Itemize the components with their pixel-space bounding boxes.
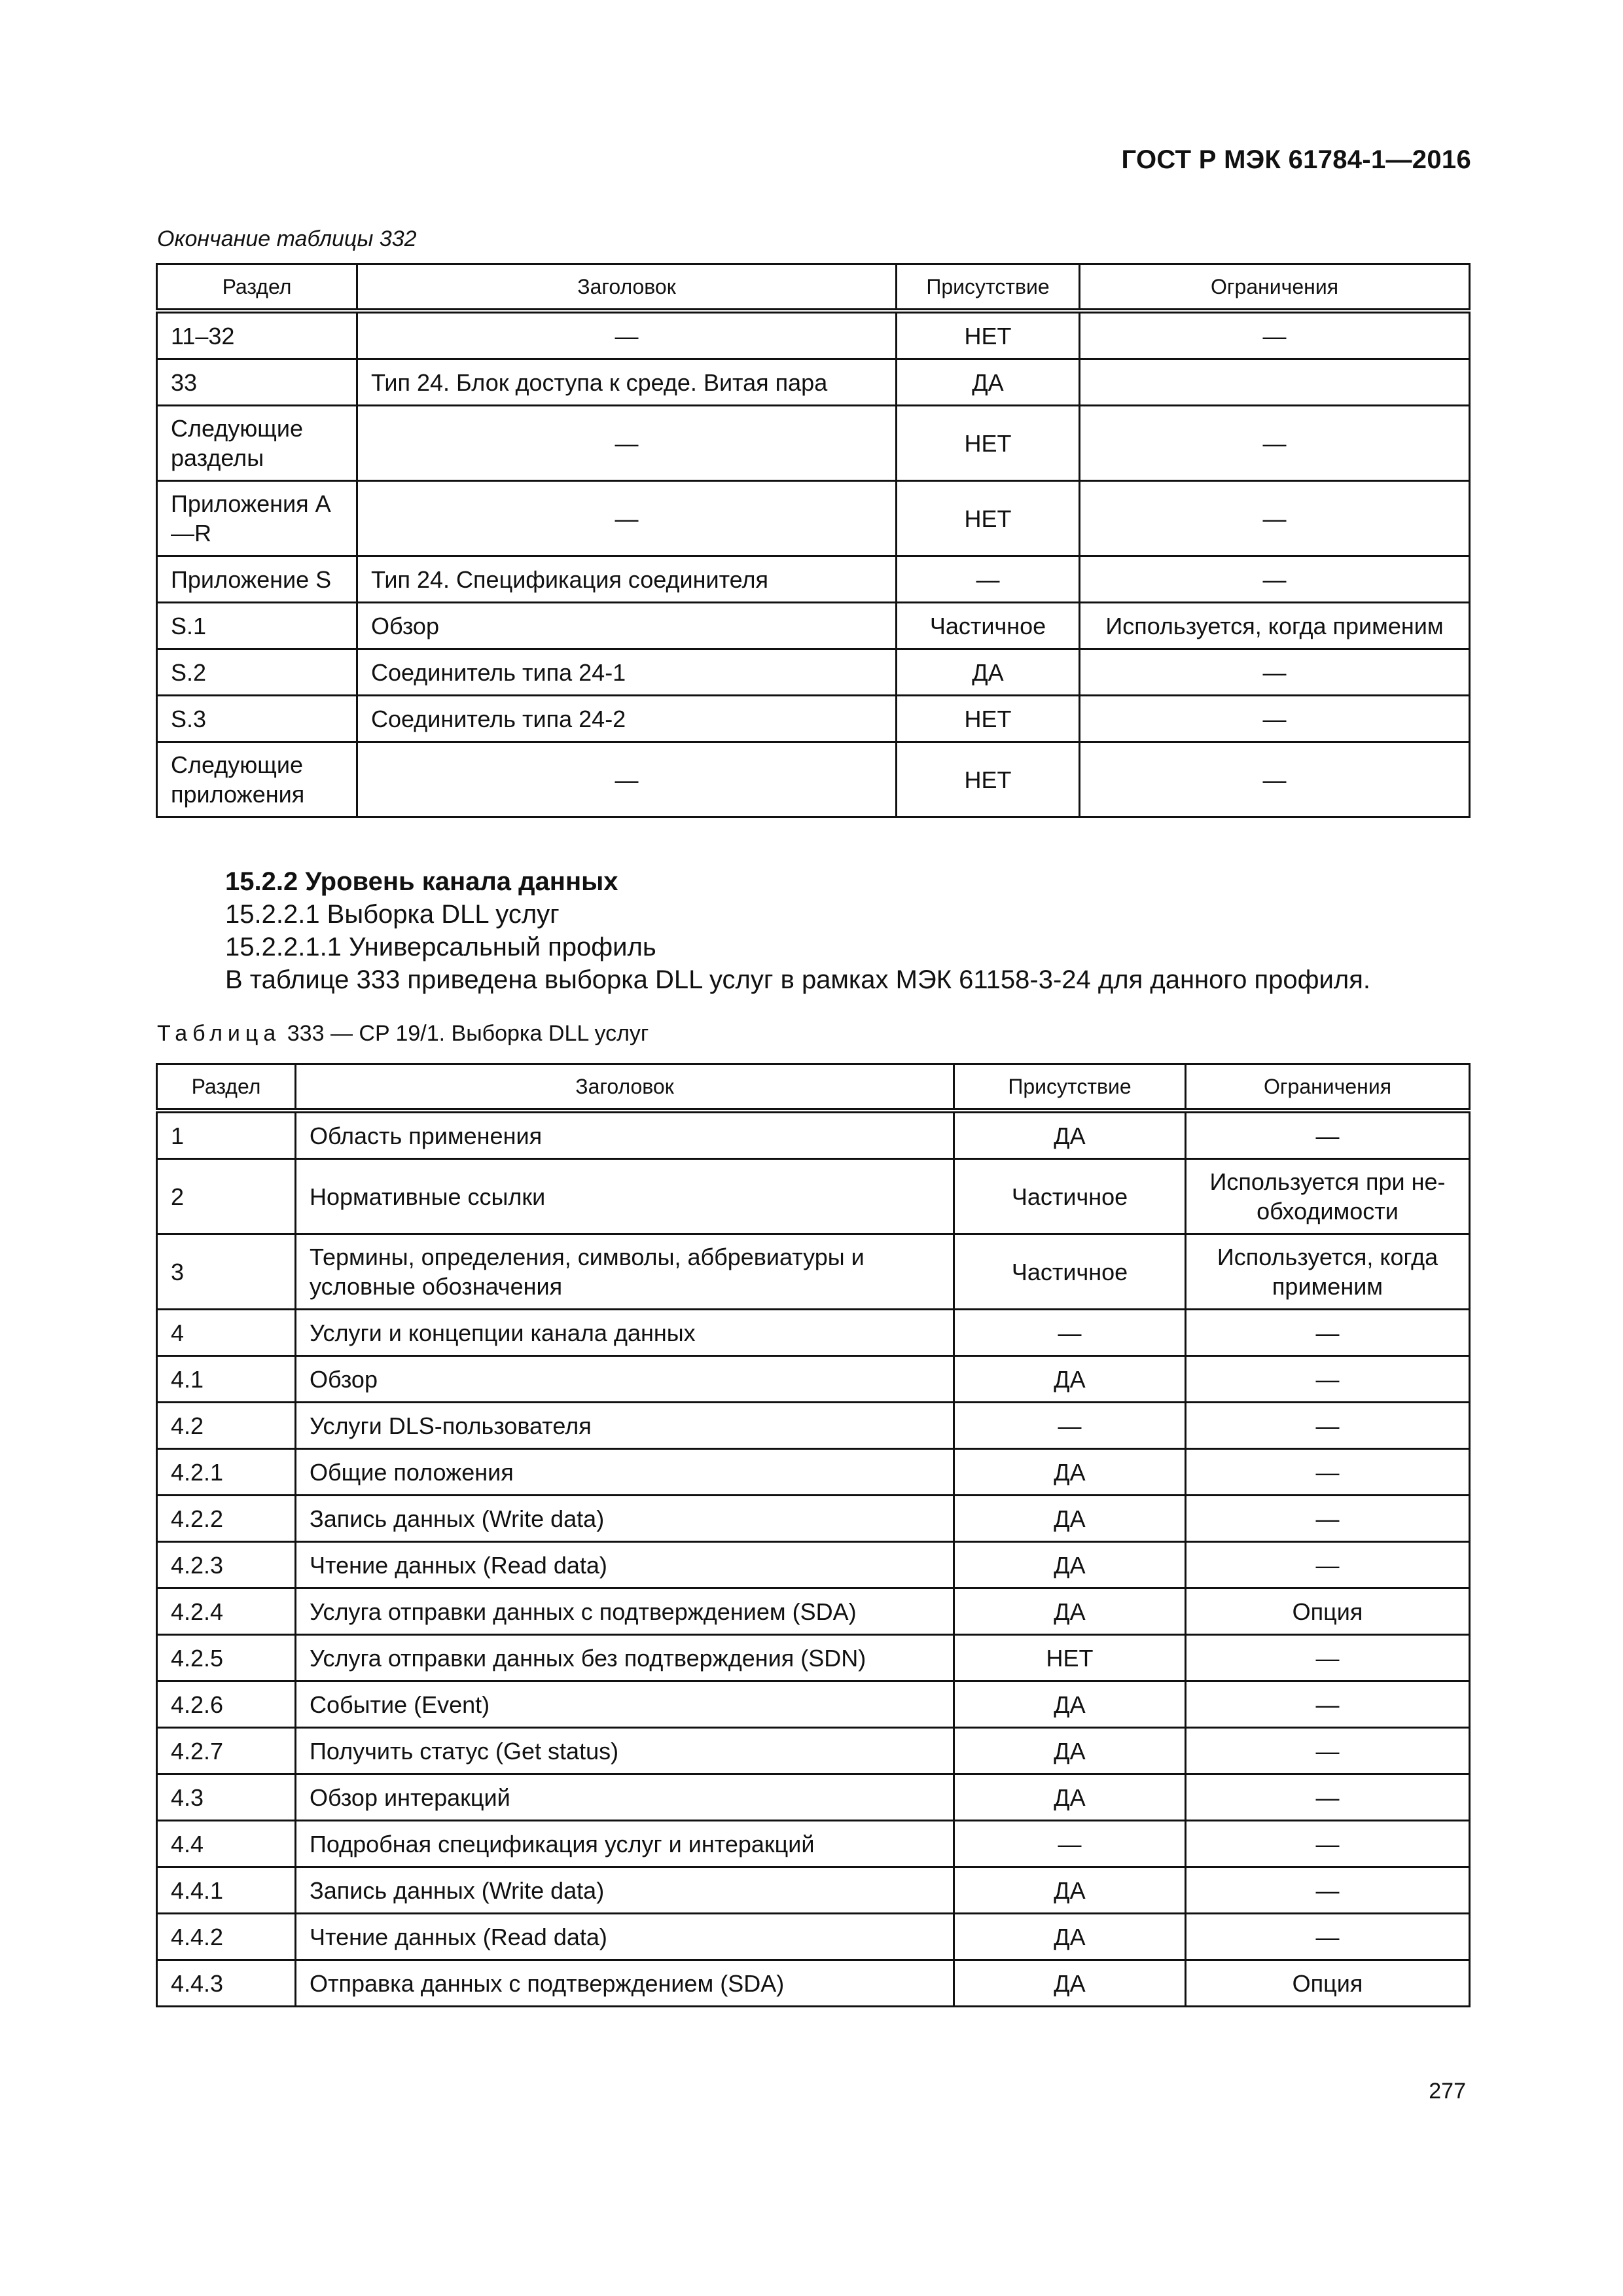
table-row xyxy=(157,1496,1470,1542)
cell-presence: Частичное xyxy=(954,1234,1186,1310)
cell-restrictions: — xyxy=(1080,649,1470,696)
cell-title: Соединитель типа 24-1 xyxy=(357,649,897,696)
cell-title: Подробная спецификация услуг и интеракций xyxy=(296,1821,954,1867)
table-row xyxy=(157,696,1470,742)
cell-presence: ДА xyxy=(954,1960,1186,2007)
table-caption-label: Таблица xyxy=(157,1021,281,1046)
cell-restrictions: — xyxy=(1080,311,1470,359)
table-row xyxy=(157,1588,1470,1635)
cell-section: 4.3 xyxy=(157,1774,296,1821)
table-row xyxy=(157,1403,1470,1449)
cell-restrictions: — xyxy=(1080,696,1470,742)
table-row xyxy=(157,1867,1470,1914)
cell-title: Событие (Event) xyxy=(296,1681,954,1728)
column-header-section: Раздел xyxy=(157,264,357,312)
cell-section: 1 xyxy=(157,1111,296,1159)
cell-title: Услуги и концепции канала данных xyxy=(296,1310,954,1356)
cell-title: Услуга отправки данных без подтверждения (SDN) xyxy=(296,1635,954,1681)
cell-presence: ДА xyxy=(954,1449,1186,1496)
column-header-restrictions: Ограничения xyxy=(1080,264,1470,312)
cell-section: 4.2.7 xyxy=(157,1728,296,1774)
table-row xyxy=(157,1681,1470,1728)
cell-title: Запись данных (Write data) xyxy=(296,1496,954,1542)
table-row xyxy=(157,1111,1470,1159)
cell-section: 4.4.2 xyxy=(157,1914,296,1960)
table-row xyxy=(157,406,1470,481)
cell-restrictions xyxy=(1080,359,1470,406)
heading-15-2-2-1: 15.2.2.1 Выборка DLL услуг xyxy=(225,900,560,929)
cell-presence: НЕТ xyxy=(954,1635,1186,1681)
cell-presence: Частичное xyxy=(897,603,1080,649)
cell-presence: ДА xyxy=(954,1496,1186,1542)
table-row xyxy=(157,603,1470,649)
cell-presence: ДА xyxy=(954,1728,1186,1774)
cell-restrictions: — xyxy=(1080,481,1470,556)
table-row xyxy=(157,481,1470,556)
cell-title: Соединитель типа 24-2 xyxy=(357,696,897,742)
cell-title: Обзор xyxy=(296,1356,954,1403)
table-332 xyxy=(156,263,1471,818)
cell-presence: НЕТ xyxy=(897,742,1080,817)
cell-restrictions: Опция xyxy=(1186,1960,1470,2007)
cell-restrictions: — xyxy=(1186,1681,1470,1728)
cell-restrictions: — xyxy=(1186,1914,1470,1960)
cell-restrictions: — xyxy=(1186,1111,1470,1159)
cell-presence: ДА xyxy=(954,1356,1186,1403)
table-row xyxy=(157,1159,1470,1234)
cell-section: 2 xyxy=(157,1159,296,1234)
cell-section: 4.2.3 xyxy=(157,1542,296,1588)
cell-presence: ДА xyxy=(954,1542,1186,1588)
table-row xyxy=(157,1234,1470,1310)
table-row xyxy=(157,649,1470,696)
table-332-continuation-caption: Окончание таблицы 332 xyxy=(157,226,417,251)
cell-presence: НЕТ xyxy=(897,696,1080,742)
cell-section: 4 xyxy=(157,1310,296,1356)
cell-presence: ДА xyxy=(954,1681,1186,1728)
page-number: 277 xyxy=(1429,2079,1466,2104)
cell-title: Получить статус (Get status) xyxy=(296,1728,954,1774)
table-333 xyxy=(156,1063,1471,2007)
cell-title: — xyxy=(357,311,897,359)
table-333-caption xyxy=(157,1021,649,1047)
cell-restrictions: — xyxy=(1186,1635,1470,1681)
table-row xyxy=(157,359,1470,406)
table-header-row xyxy=(157,1064,1470,1111)
cell-section: 4.2.2 xyxy=(157,1496,296,1542)
cell-restrictions: — xyxy=(1186,1728,1470,1774)
cell-title: Область применения xyxy=(296,1111,954,1159)
table-row xyxy=(157,1635,1470,1681)
cell-section: 4.2.1 xyxy=(157,1449,296,1496)
body-paragraph: В таблице 333 приведена выборка DLL услуг в рамках МЭК 61158-3-24 для данного профиля. xyxy=(225,965,1370,994)
cell-presence: — xyxy=(954,1310,1186,1356)
cell-presence: ДА xyxy=(954,1774,1186,1821)
cell-restrictions: — xyxy=(1186,1310,1470,1356)
cell-section: 4.2.6 xyxy=(157,1681,296,1728)
cell-title: — xyxy=(357,742,897,817)
cell-section: Приложение S xyxy=(157,556,357,603)
cell-presence: НЕТ xyxy=(897,406,1080,481)
table-row xyxy=(157,1449,1470,1496)
column-header-presence: Присутствие xyxy=(897,264,1080,312)
cell-title: Обзор xyxy=(357,603,897,649)
cell-restrictions: — xyxy=(1186,1542,1470,1588)
table-row xyxy=(157,1728,1470,1774)
column-header-title: Заголовок xyxy=(357,264,897,312)
cell-section: Следующие разделы xyxy=(157,406,357,481)
table-row xyxy=(157,1914,1470,1960)
cell-section: 11–32 xyxy=(157,311,357,359)
cell-section: 4.2.4 xyxy=(157,1588,296,1635)
cell-section: 4.1 xyxy=(157,1356,296,1403)
cell-section: Следующие приложения xyxy=(157,742,357,817)
column-header-section: Раздел xyxy=(157,1064,296,1111)
cell-section: 4.4.3 xyxy=(157,1960,296,2007)
cell-section: S.3 xyxy=(157,696,357,742)
cell-presence: — xyxy=(897,556,1080,603)
cell-presence: ДА xyxy=(897,359,1080,406)
cell-title: Тип 24. Спецификация соединителя xyxy=(357,556,897,603)
cell-presence: — xyxy=(954,1821,1186,1867)
cell-title: Запись данных (Write data) xyxy=(296,1867,954,1914)
cell-restrictions: — xyxy=(1186,1449,1470,1496)
table-row xyxy=(157,1542,1470,1588)
cell-section: 4.4 xyxy=(157,1821,296,1867)
cell-restrictions: — xyxy=(1186,1496,1470,1542)
cell-title: Чтение данных (Read data) xyxy=(296,1542,954,1588)
table-row xyxy=(157,556,1470,603)
cell-restrictions: — xyxy=(1080,742,1470,817)
cell-presence: ДА xyxy=(954,1914,1186,1960)
cell-presence: Частичное xyxy=(954,1159,1186,1234)
cell-presence: НЕТ xyxy=(897,311,1080,359)
cell-presence: ДА xyxy=(954,1588,1186,1635)
cell-section: 4.2.5 xyxy=(157,1635,296,1681)
cell-title: Услуга отправки данных с подтверждением (SDA) xyxy=(296,1588,954,1635)
standard-designation: ГОСТ Р МЭК 61784-1—2016 xyxy=(1121,145,1471,174)
table-row xyxy=(157,1774,1470,1821)
cell-presence: ДА xyxy=(954,1867,1186,1914)
cell-title: Чтение данных (Read data) xyxy=(296,1914,954,1960)
cell-section: 4.2 xyxy=(157,1403,296,1449)
cell-restrictions: — xyxy=(1186,1774,1470,1821)
cell-presence: ДА xyxy=(954,1111,1186,1159)
cell-title: Нормативные ссылки xyxy=(296,1159,954,1234)
heading-15-2-2: 15.2.2 Уровень канала данных xyxy=(225,867,618,896)
table-row xyxy=(157,1960,1470,2007)
cell-title: Обзор интеракций xyxy=(296,1774,954,1821)
table-row xyxy=(157,742,1470,817)
table-row xyxy=(157,1310,1470,1356)
table-row xyxy=(157,311,1470,359)
cell-title: Термины, определения, символы, аббревиатуры и условные обозначения xyxy=(296,1234,954,1310)
cell-title: Отправка данных с подтверждением (SDA) xyxy=(296,1960,954,2007)
cell-section: 3 xyxy=(157,1234,296,1310)
cell-restrictions: — xyxy=(1080,556,1470,603)
cell-title: Тип 24. Блок доступа к среде. Витая пара xyxy=(357,359,897,406)
cell-title: Услуги DLS-пользователя xyxy=(296,1403,954,1449)
cell-section: S.1 xyxy=(157,603,357,649)
column-header-title: Заголовок xyxy=(296,1064,954,1111)
table-row xyxy=(157,1356,1470,1403)
cell-presence: — xyxy=(954,1403,1186,1449)
cell-restrictions: Используется, когда применим xyxy=(1080,603,1470,649)
heading-15-2-2-1-1: 15.2.2.1.1 Универсальный профиль xyxy=(225,933,656,961)
cell-section: 4.4.1 xyxy=(157,1867,296,1914)
cell-section: S.2 xyxy=(157,649,357,696)
table-header-row xyxy=(157,264,1470,312)
cell-restrictions: Используется, когда применим xyxy=(1186,1234,1470,1310)
cell-section: Приложения A—R xyxy=(157,481,357,556)
cell-restrictions: — xyxy=(1186,1821,1470,1867)
cell-presence: ДА xyxy=(897,649,1080,696)
cell-title: — xyxy=(357,406,897,481)
cell-restrictions: — xyxy=(1186,1356,1470,1403)
cell-presence: НЕТ xyxy=(897,481,1080,556)
cell-restrictions: — xyxy=(1186,1403,1470,1449)
cell-restrictions: Используется при не-обходимости xyxy=(1186,1159,1470,1234)
cell-title: Общие положения xyxy=(296,1449,954,1496)
column-header-restrictions: Ограничения xyxy=(1186,1064,1470,1111)
table-caption-text: 333 — CP 19/1. Выборка DLL услуг xyxy=(287,1021,649,1046)
cell-section: 33 xyxy=(157,359,357,406)
table-row xyxy=(157,1821,1470,1867)
cell-restrictions: — xyxy=(1080,406,1470,481)
cell-restrictions: — xyxy=(1186,1867,1470,1914)
cell-title: — xyxy=(357,481,897,556)
column-header-presence: Присутствие xyxy=(954,1064,1186,1111)
cell-restrictions: Опция xyxy=(1186,1588,1470,1635)
